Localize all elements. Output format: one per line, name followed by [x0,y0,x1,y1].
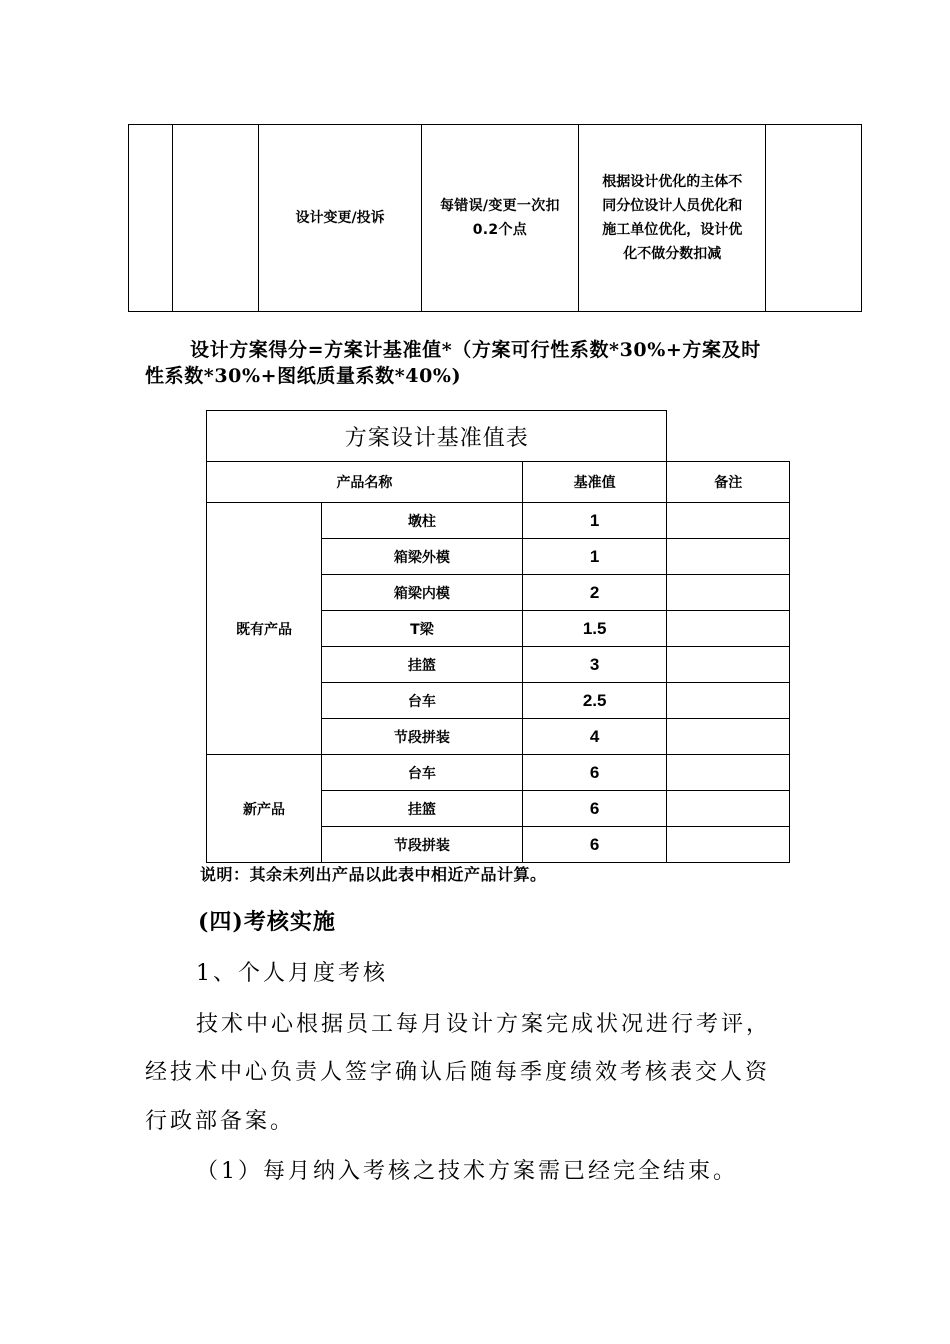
benchmark-value: 3 [522,647,667,683]
remark-cell [667,647,790,683]
remark-cell [667,503,790,539]
table-row [207,755,790,791]
benchmark-value: 1 [522,503,667,539]
remark-cell [667,755,790,791]
product-name: 墩柱 [321,503,522,539]
section-heading: (四)考核实施 [198,909,336,935]
remark-cell [667,539,790,575]
remark-cell [667,791,790,827]
header-remark: 备注 [667,462,790,503]
benchmark-value: 1.5 [522,611,667,647]
empty-cell [766,125,862,312]
note-line: 同分位设计人员优化和 [602,198,743,214]
benchmark-value: 2.5 [522,683,667,719]
benchmark-value: 1 [522,539,667,575]
product-name: 挂篮 [321,791,522,827]
group-name: 既有产品 [207,503,322,755]
remark-cell [667,575,790,611]
sub-heading: 1、个人月度考核 [196,961,388,986]
remark-cell [667,719,790,755]
score-formula-line: 性系数*30%+图纸质量系数*40%) [145,365,462,387]
benchmark-table [206,410,790,863]
product-name: 节段拼装 [321,827,522,863]
note-line: 施工单位优化，设计优 [602,222,743,238]
benchmark-value: 6 [522,791,667,827]
empty-cell [172,125,259,312]
paragraph-line: 行政部备案。 [145,1109,296,1134]
paragraph-line: 技术中心根据员工每月设计方案完成状况进行考评， [196,1012,772,1037]
benchmark-value: 4 [522,719,667,755]
benchmark-value: 6 [522,827,667,863]
benchmark-value: 2 [522,575,667,611]
group-name: 新产品 [207,755,322,863]
product-name: 箱梁外模 [321,539,522,575]
product-name: 挂篮 [321,647,522,683]
note-line: 化不做分数扣减 [623,246,722,262]
product-name: 箱梁内模 [321,575,522,611]
header-product-name: 产品名称 [207,462,523,503]
product-name: T梁 [321,611,522,647]
product-name: 节段拼装 [321,719,522,755]
criteria-item-cell [259,125,421,312]
product-name: 台车 [321,755,522,791]
paragraph-line: 经技术中心负责人签字确认后随每季度绩效考核表交人资 [145,1060,771,1085]
score-formula-line: 设计方案得分=方案计基准值*（方案可行性系数*30%+方案及时 [190,339,761,361]
deduction-rule-line: 0.2个点 [472,222,528,238]
table-row [207,503,790,539]
note-cell [579,125,766,312]
benchmark-value: 6 [522,755,667,791]
criteria-item: 设计变更/投诉 [295,210,385,226]
empty-cell [129,125,173,312]
list-item: （1）每月纳入考核之技术方案需已经完全结束。 [196,1159,738,1184]
evaluation-table-continuation [128,124,862,312]
note-line: 根据设计优化的主体不 [602,174,743,190]
table-title: 方案设计基准值表 [207,411,667,462]
remark-cell [667,611,790,647]
deduction-rule-line: 每错误/变更一次扣 [440,198,560,214]
remark-cell [667,683,790,719]
table-explanation: 说明：其余未列出产品以此表中相近产品计算。 [200,865,547,884]
header-benchmark-value: 基准值 [522,462,667,503]
deduction-rule-cell [421,125,578,312]
product-name: 台车 [321,683,522,719]
remark-cell [667,827,790,863]
